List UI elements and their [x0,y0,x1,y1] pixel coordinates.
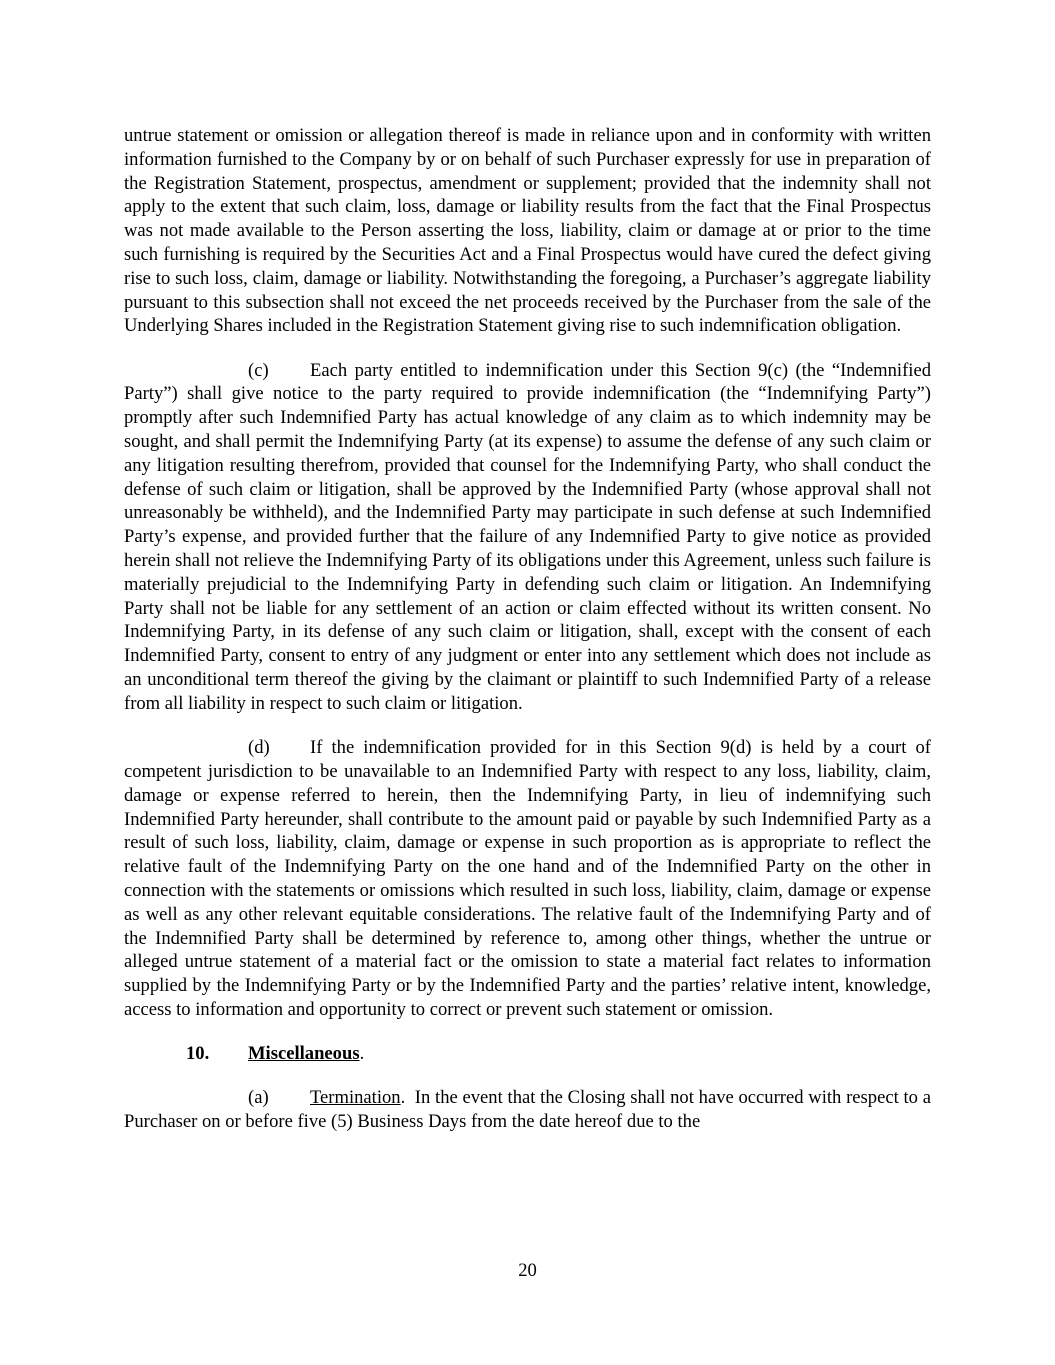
clause-title-termination: Termination [310,1087,401,1109]
clause-label-a: (a) [248,1087,269,1109]
clause-text-c: Each party entitled to indemnification under this Section 9(c) (the “Indemnified Party”) shall give notice to the party required to provide indemnification (the “Indemnifying Party”) promptly after such Indemnified Party has actual knowledge of any claim as to which indemnity may be sought, and shall permit the Indemnifying Party (at its expense) to assume the defense of any such claim or any litigation resulting therefrom, provided that counsel for the Indemnifying Party, who shall conduct the defense of such claim or litigation, shall be approved by the Indemnified Party (whose approval shall not unreasonably be withheld), and the Indemnified Party may participate in such defense at such Indemnified Party’s expense, and provided further that the failure of any Indemnified Party to give notice as provided herein shall not relieve the Indemnifying Party of its obligations under this Agreement, unless such failure is materially prejudicial to the Indemnifying Party in defending such claim or litigation. An Indemnifying Party shall not be liable for any settlement of an action or claim effected without its written consent. No Indemnifying Party, in its defense of any such claim or litigation, shall, except with the consent of each Indemnified Party, consent to entry of any judgment or enter into any settlement which does not include as an unconditional term thereof the giving by the claimant or plaintiff to such Indemnified Party of a release from all liability in respect to such claim or litigation. [124,359,931,714]
paragraph-10a [124,1086,931,1134]
document-page [124,124,931,1134]
clause-text-d: If the indemnification provided for in this Section 9(d) is held by a court of competent jurisdiction to be unavailable to an Indemnified Party with respect to any loss, liability, claim, damage or expense referred to herein, then the Indemnifying Party, in lieu of indemnifying such Indemnified Party hereunder, shall contribute to the amount paid or payable by such Indemnified Party as a result of such loss, liability, claim, damage or expense in such proportion as is appropriate to reflect the relative fault of the Indemnifying Party on the one hand and of the Indemnified Party on the other in connection with the statements or omissions which resulted in such loss, liability, claim, damage or expense as well as any other relevant equitable considerations. The relative fault of the Indemnifying Party and of the Indemnified Party shall be determined by reference to, among other things, whether the untrue or alleged untrue statement of a material fact or the omission to state a material fact relates to information supplied by the Indemnifying Party or by the Indemnified Party and the parties’ relative intent, knowledge, access to information and opportunity to correct or prevent such statement or omission. [124,737,931,1020]
clause-label-d: (d) [248,737,270,759]
clause-text-a: In the event that the Closing shall not have occurred with respect to a Purchaser on or before five (5) Business Days from the date hereof due to the [124,1087,931,1133]
clause-label-c: (c) [248,359,269,381]
page-number: 20 [518,1260,537,1281]
section-title: Miscellaneous [248,1043,360,1065]
clause-title-punct: . [400,1087,406,1109]
paragraph-9d [124,736,931,1022]
paragraph-continuation: untrue statement or omission or allegation thereof is made in reliance upon and in conformity with written information furnished to the Company by or on behalf of such Purchaser expressly for use in preparation of the Registration Statement, prospectus, amendment or supplement; provided that the indemnity shall not apply to the extent that such claim, loss, damage or liability results from the fact that the Final Prospectus was not made available to the Person asserting the loss, liability, claim or damage at or prior to the time such furnishing is required by the Securities Act and a Final Prospectus would have cured the defect giving rise to such loss, claim, damage or liability. Notwithstanding the foregoing, a Purchaser’s aggregate liability pursuant to this subsection shall not exceed the net proceeds received by the Purchaser from the sale of the Underlying Shares included in the Registration Statement giving rise to such indemnification obligation. [124,125,931,337]
section-number: 10. [186,1043,210,1065]
section-heading-10 [124,1042,931,1066]
paragraph-9c [124,359,931,716]
section-title-punct: . [359,1043,365,1065]
